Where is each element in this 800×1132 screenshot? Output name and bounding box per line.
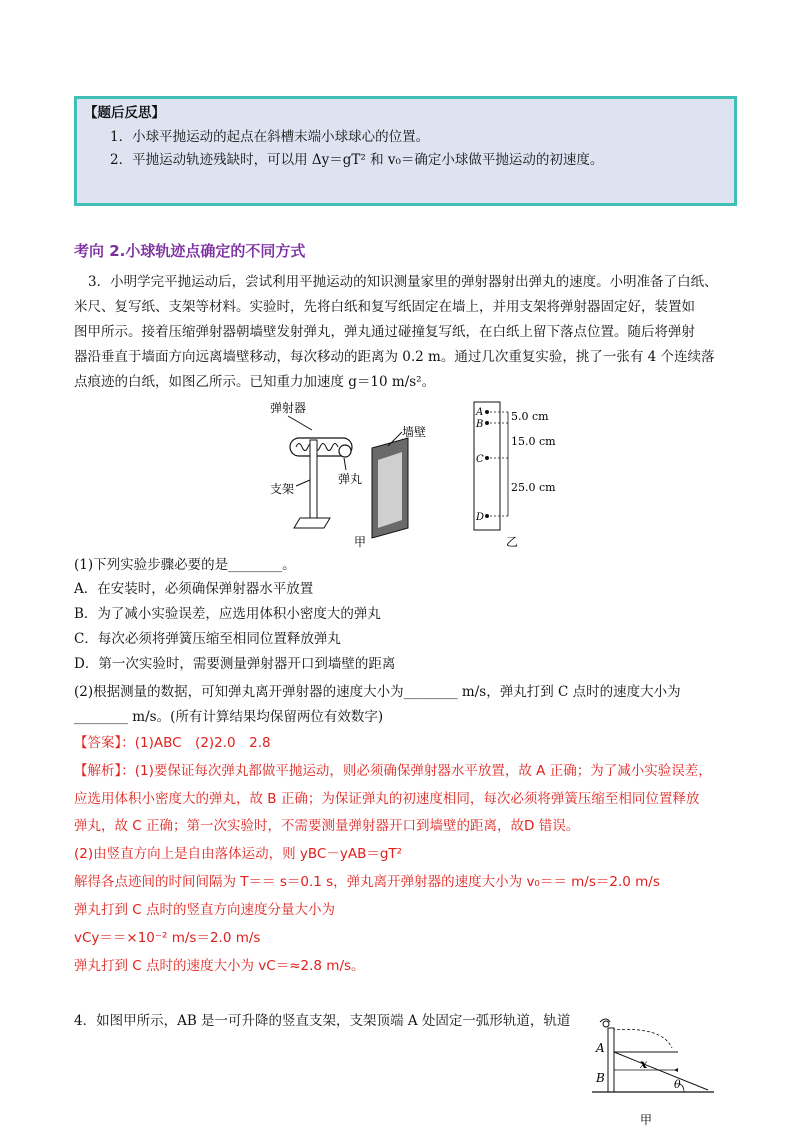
point-A: A [476,407,484,418]
q3-line-2: 米尺、复写纸、支架等材料。实验时，先将白纸和复写纸固定在墙上，并用支架将弹射器固定好，装置如 [74,299,695,315]
answer: 【答案】：(1)ABC (2)2.0 2.8 [74,735,271,751]
analysis-line-7: vCy＝＝×10⁻² m/s＝2.0 m/s [74,930,261,946]
dist-cd: 25.0 cm [511,481,556,494]
figure-jia [268,398,438,550]
point-B: B [476,419,484,430]
analysis-line-1: 【解析】：(1)要保证每次弹丸都做平抛运动，则必须确保弹射器水平放置，故 A 正确；为了减小实验误差， [74,763,712,779]
dist-ab: 5.0 cm [511,410,549,423]
point-D: D [476,512,485,523]
q3-line-5: 点痕迹的白纸，如图乙所示。已知重力加速度 g＝10 m/s²。 [74,374,436,390]
analysis-line-6: 弹丸打到 C 点时的竖直方向速度分量大小为 [74,902,336,918]
q3-option-c: C．每次必须将弹簧压缩至相同位置释放弹丸 [74,631,341,647]
fig-label-pellet: 弹丸 [338,472,363,486]
label-B: B [596,1071,605,1085]
q3-sub2-line1: (2)根据测量的数据，可知弹丸离开弹射器的速度大小为________ m/s，弹丸打到 C 点时的速度大小为 [74,684,681,700]
analysis-line-5: 解得各点迹间的时间间隔为 T＝＝ s＝0.1 s，弹丸离开弹射器的速度大小为 v₀＝＝ m/s＝2.0 m/s [74,874,660,890]
q3-option-a: A．在安装时，必须确保弹射器水平放置 [74,581,314,597]
reflection-title: 【题后反思】 [84,105,165,121]
fig-label-launcher: 弹射器 [270,401,307,415]
analysis-line-4: (2)由竖直方向上是自由落体运动，则 yBC－yAB＝gT² [74,846,403,862]
q3-line-1: 3．小明学完平抛运动后，尝试利用平抛运动的知识测量家里的弹射器射出弹丸的速度。小明准备了白纸、 [88,274,718,290]
q3-option-b: B．为了减小实验误差，应选用体积小密度大的弹丸 [74,606,381,622]
support-ab [608,1028,614,1092]
fig-caption-q4: 甲 [640,1113,653,1127]
point-C: C [476,454,484,465]
reflection-item-2: 2．平抛运动轨迹残缺时，可以用 Δy＝gT² 和 v₀＝确定小球做平抛运动的初速度。 [110,152,604,168]
q3-option-d: D．第一次实验时，需要测量弹射器开口到墙壁的距离 [74,656,396,672]
pellet [339,445,351,457]
incline [614,1052,708,1090]
q3-line-3: 图甲所示。接着压缩弹射器朝墙壁发射弹丸，弹丸通过碰撞复写纸，在白纸上留下落点位置。随后将弹射 [74,324,695,340]
q4-line-1: 4．如图甲所示，AB 是一可升降的竖直支架，支架顶端 A 处固定一弧形轨道，轨道 [74,1013,571,1029]
stand-pole [310,440,317,518]
dist-bc: 15.0 cm [511,435,556,448]
figure-q4-jia [588,1012,718,1130]
section-title: 考向 2.小球轨迹点确定的不同方式 [74,242,306,260]
fig-caption-yi: 乙 [506,535,519,549]
stand-base [294,518,330,528]
analysis-line-2: 应选用体积小密度大的弹丸，故 B 正确；为保证弹丸的初速度相同，每次必须将弹簧压缩至相同位置释放 [74,791,700,807]
reflection-item-1: 1．小球平抛运动的起点在斜槽末端小球球心的位置。 [110,129,430,145]
fig-label-stand: 支架 [270,482,295,496]
fig-caption-jia: 甲 [354,535,367,549]
label-theta: θ [674,1078,681,1091]
label-A: A [596,1041,605,1055]
figure-yi [464,398,584,550]
q3-sub2-line2: ________ m/s。(所有计算结果均保留两位有效数字) [74,709,384,725]
q3-line-4: 器沿垂直于墙面方向远离墙壁移动，每次移动的距离为 0.2 m。通过几次重复实验，挑了一张有 4 个连续落 [74,349,715,365]
analysis-line-8: 弹丸打到 C 点时的速度大小为 vC＝≈2.8 m/s。 [74,958,365,974]
analysis-line-3: 弹丸，故 C 正确；第一次实验时，不需要测量弹射器开口到墙壁的距离，故D 错误。 [74,818,580,834]
label-x: x [640,1057,648,1071]
fig-label-wall: 墙壁 [402,425,427,439]
q3-sub1: (1)下列实验步骤必要的是________。 [74,557,296,573]
